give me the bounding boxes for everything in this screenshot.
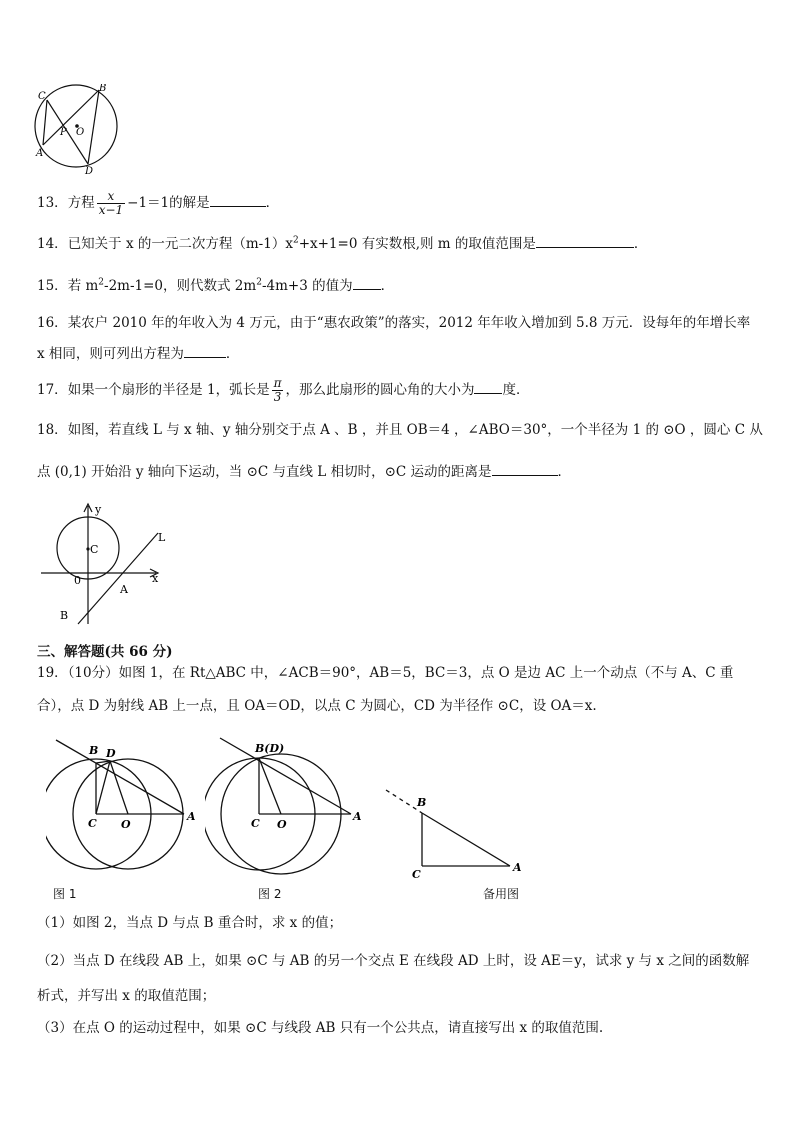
question-19-part-2-line2: 析式，并写出 x 的取值范围； xyxy=(37,988,216,1004)
label-o: O xyxy=(121,818,131,831)
answer-blank[interactable] xyxy=(474,379,502,394)
answer-blank[interactable] xyxy=(353,275,381,290)
label-a: A xyxy=(513,861,522,874)
label-o: O xyxy=(277,818,287,831)
label-a: A xyxy=(353,810,362,823)
label-c: C xyxy=(90,543,99,556)
segment-cd xyxy=(96,761,110,814)
segment-ab xyxy=(422,813,510,866)
answer-blank[interactable] xyxy=(492,461,558,476)
label-x: x xyxy=(152,572,159,585)
question-19-part-1: （1）如图 2，当点 D 与点 B 重合时，求 x 的值； xyxy=(37,915,343,931)
label-c: C xyxy=(88,817,97,830)
label-o: 0 xyxy=(74,574,81,587)
segment-od xyxy=(110,761,128,814)
ray-ab xyxy=(56,740,184,814)
label-o: O xyxy=(76,127,85,138)
figure-19-2 xyxy=(205,732,375,884)
question-13: 13．方程 $\frac{x}{x-1}$ −1＝1的解是 ． xyxy=(37,189,280,217)
question-16-line2: x 相同，则可列出方程为 ． xyxy=(37,343,239,363)
caption-figure-1: 图 1 xyxy=(53,887,77,901)
label-c: C xyxy=(412,868,421,881)
question-19-part-3: （3）在点 O 的运动过程中，如果 ⊙C 与线段 AB 只有一个公共点，请直接写出 x 的取值范围. xyxy=(37,1020,604,1036)
question-19-part-2: （2）当点 D 在线段 AB 上，如果 ⊙C 与 AB 的另一个交点 E 在线段 AD 上时，设 AE＝y，试求 y 与 x 之间的函数解 xyxy=(37,953,750,969)
label-p: P xyxy=(60,127,67,138)
label-y: y xyxy=(95,503,102,516)
answer-blank[interactable] xyxy=(184,343,226,358)
ray-ab xyxy=(220,738,351,814)
label-b: B xyxy=(417,796,427,809)
label-a: A xyxy=(187,810,196,823)
question-18-line2: 点 (0,1) 开始沿 y 轴向下运动，当 ⊙C 与直线 L 相切时，⊙C 运动的距离是 ． xyxy=(37,461,571,481)
circle-chord-figure xyxy=(33,84,123,176)
label-b: B xyxy=(89,744,99,757)
label-d: D xyxy=(106,747,116,760)
figure-19-backup xyxy=(380,786,530,881)
label-c: C xyxy=(38,91,46,102)
label-bd: B(D) xyxy=(255,742,285,755)
question-16: 16．某农户 2010 年的年收入为 4 万元，由于“惠农政策”的落实，2012 年年收入增加到 5.8 万元．设每年的年增长率 xyxy=(37,315,751,331)
label-l: L xyxy=(158,531,166,544)
caption-figure-2: 图 2 xyxy=(258,887,282,901)
label-a: A xyxy=(36,148,44,159)
question-19: 19．（10分）如图 1，在 Rt△ABC 中，∠ACB＝90°，AB＝5，BC＝3，点 O 是边 AC 上一个动点（不与 A、C 重 xyxy=(37,665,734,681)
label-c: C xyxy=(251,817,260,830)
answer-blank[interactable] xyxy=(210,192,266,207)
question-15: 15．若 $m^2-2m-1=0$，则代数式 $2m^2-4m+3$ 的值为 ． xyxy=(37,275,394,295)
chord-bd xyxy=(88,90,99,164)
section-heading: 三、解答题(共 66 分) xyxy=(37,644,173,660)
question-14: 14．已知关于 x 的一元二次方程$(m-1)x^2+x+1=0$ 有实数根,则 m 的取值范围是 ． xyxy=(37,233,647,253)
label-b: B xyxy=(60,609,69,622)
question-19-line2: 合），点 D 为射线 AB 上一点，且 OA＝OD，以点 C 为圆心，CD 为半径作 ⊙C，设 OA＝x. xyxy=(37,698,597,714)
fraction: $\frac{x}{x-1}$ xyxy=(98,189,124,217)
question-17: 17．如果一个扇形的半径是 1，弧长是 $\frac{\pi}{3}$ ，那么此扇形的圆心角的大小为 度． xyxy=(37,376,530,404)
answer-blank[interactable] xyxy=(536,233,634,248)
label-b: B xyxy=(99,84,107,94)
caption-backup-figure: 备用图 xyxy=(483,887,520,901)
fraction: $\frac{\pi}{3}$ xyxy=(273,376,282,404)
label-d: D xyxy=(85,166,94,176)
chord-ca xyxy=(43,100,47,145)
figure-19-1 xyxy=(46,732,206,884)
label-a: A xyxy=(120,583,128,596)
question-18: 18．如图，若直线 L 与 x 轴、y 轴分别交于点 A 、B ，并且 OB＝4 ，∠ABO＝30°，一个半径为 1 的 ⊙O ，圆心 C 从 xyxy=(37,422,763,438)
coordinate-figure xyxy=(38,502,178,627)
